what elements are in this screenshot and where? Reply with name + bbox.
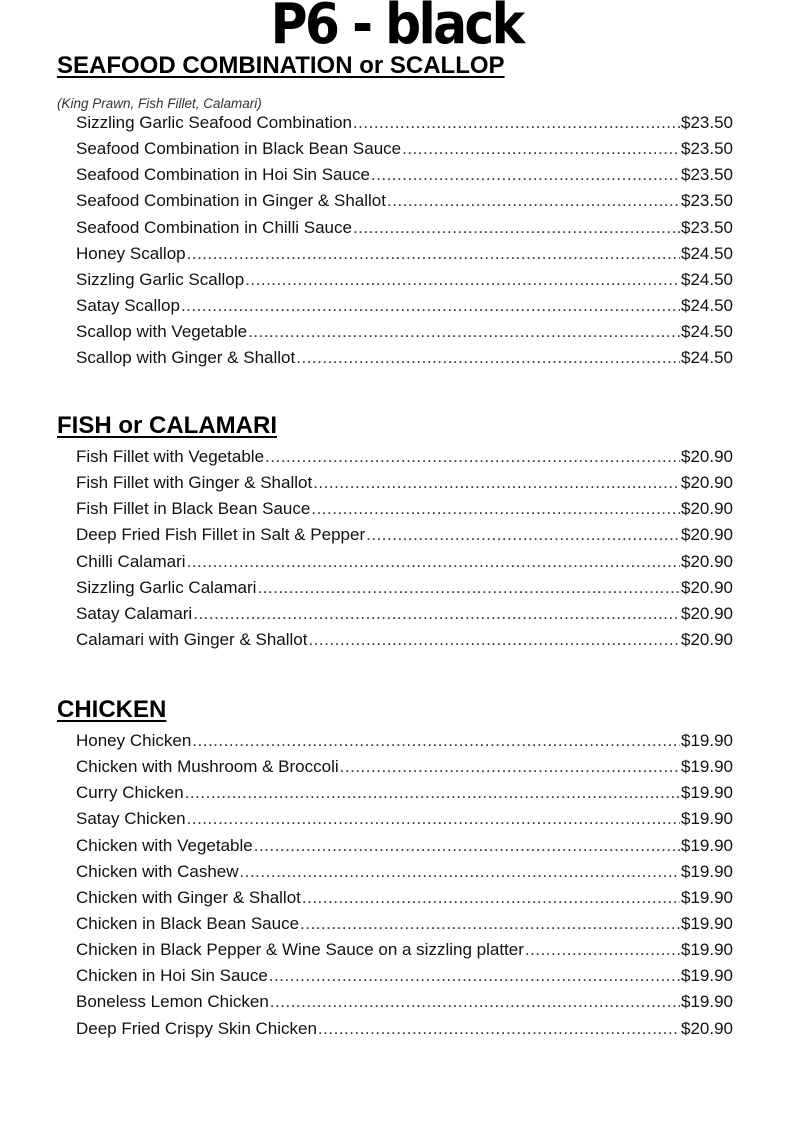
menu-item (76, 940, 733, 966)
menu-item-name: Sizzling Garlic Scallop (76, 269, 245, 289)
menu-item-name: Deep Fried Fish Fillet in Salt & Pepper (76, 525, 366, 545)
menu-item-price: $19.90 (681, 966, 733, 986)
menu-item-name: Honey Chicken (76, 731, 192, 750)
menu-item-name: Chicken with Cashew (76, 861, 239, 881)
dot-leader (308, 630, 680, 650)
menu-item (76, 992, 733, 1018)
dot-leader (181, 296, 680, 316)
menu-item-price: $23.50 (681, 165, 733, 185)
menu-item-price: $24.50 (681, 295, 733, 315)
menu-item (76, 1019, 733, 1045)
section-fish-calamari (57, 411, 733, 656)
menu-item-name: Satay Calamari (76, 603, 193, 623)
menu-item-price: $23.50 (681, 191, 733, 211)
menu-item-price: $20.90 (681, 629, 733, 649)
dot-leader (257, 578, 680, 598)
menu-item-price: $24.50 (681, 322, 733, 342)
dot-leader (302, 888, 680, 908)
menu-item (76, 862, 733, 888)
menu-item (76, 348, 733, 374)
menu-item-name: Seafood Combination in Hoi Sin Sauce (76, 165, 370, 185)
menu-item (76, 783, 733, 809)
dot-leader (192, 731, 680, 751)
dot-leader (340, 757, 680, 777)
dot-leader (245, 270, 680, 290)
dot-leader (318, 1019, 680, 1039)
menu-item-name: Calamari with Ginger & Shallot (76, 629, 308, 649)
menu-item-name: Satay Scallop (76, 295, 180, 315)
menu-item-name: Fish Fillet with Vegetable (76, 447, 265, 466)
dot-leader (187, 244, 680, 264)
dot-leader (353, 218, 680, 238)
dot-leader (371, 165, 680, 185)
menu-item-name: Honey Scallop (76, 243, 186, 263)
dot-leader (254, 836, 680, 856)
dot-leader (366, 525, 680, 545)
menu-item-name: Fish Fillet with Ginger & Shallot (76, 473, 313, 493)
menu-item-price: $20.90 (681, 603, 733, 623)
section-seafood-scallop (57, 51, 733, 374)
dot-leader (300, 914, 680, 934)
dot-leader (269, 966, 680, 986)
menu-item-list (57, 725, 733, 1045)
dot-leader (185, 783, 680, 803)
menu-item-price: $19.90 (681, 887, 733, 907)
menu-item-name: Chicken in Hoi Sin Sauce (76, 966, 268, 986)
menu-item-price: $19.90 (681, 835, 733, 855)
menu-item (76, 836, 733, 862)
menu-item (76, 322, 733, 348)
menu-item-name: Chicken with Ginger & Shallot (76, 887, 301, 907)
section-chicken (57, 695, 733, 1045)
menu-item (76, 757, 733, 783)
menu-item-name: Curry Chicken (76, 783, 184, 803)
menu-item (76, 165, 733, 191)
menu-item-name: Seafood Combination in Ginger & Shallot (76, 191, 386, 211)
menu-item (76, 473, 733, 499)
menu-item-price: $20.90 (681, 551, 733, 571)
dot-leader (402, 139, 680, 159)
menu-item (76, 270, 733, 296)
menu-item (76, 113, 733, 139)
dot-leader (265, 447, 680, 467)
dot-leader (311, 499, 680, 519)
menu-item (76, 525, 733, 551)
menu-item-price: $24.50 (681, 348, 733, 368)
menu-item-name: Fish Fillet in Black Bean Sauce (76, 499, 311, 519)
menu-item-price: $19.90 (681, 809, 733, 829)
menu-item-price: $24.50 (681, 269, 733, 289)
menu-item (76, 191, 733, 217)
dot-leader (187, 552, 680, 572)
menu-item-name: Chicken in Black Pepper & Wine Sauce on a sizzling platter (76, 940, 524, 960)
menu-item-price: $20.90 (681, 525, 733, 545)
menu-item (76, 578, 733, 604)
menu-item (76, 604, 733, 630)
menu-item-price: $23.50 (681, 113, 733, 132)
menu-item-price: $19.90 (681, 940, 733, 960)
menu-item-name: Seafood Combination in Chilli Sauce (76, 217, 352, 237)
menu-item-name: Chilli Calamari (76, 551, 186, 571)
menu-item-price: $19.90 (681, 731, 733, 750)
menu-item-price: $23.50 (681, 217, 733, 237)
menu-item (76, 139, 733, 165)
dot-leader (296, 348, 680, 368)
menu-item-price: $20.90 (681, 473, 733, 493)
menu-item-price: $20.90 (681, 1018, 733, 1038)
menu-item (76, 244, 733, 270)
dot-leader (240, 862, 680, 882)
dot-leader (248, 322, 680, 342)
section-heading: CHICKEN (57, 696, 167, 723)
menu-item-price: $20.90 (681, 447, 733, 466)
dot-leader (270, 992, 680, 1012)
menu-item-name: Scallop with Ginger & Shallot (76, 348, 296, 368)
dot-leader (387, 191, 680, 211)
menu-item (76, 809, 733, 835)
menu-item (76, 218, 733, 244)
dot-leader (193, 604, 680, 624)
section-heading: SEAFOOD COMBINATION or SCALLOP (57, 52, 505, 79)
menu-item-name: Seafood Combination in Black Bean Sauce (76, 139, 402, 159)
menu-item-name: Scallop with Vegetable (76, 322, 248, 342)
menu-item-name: Chicken in Black Bean Sauce (76, 913, 300, 933)
menu-item-list (57, 441, 733, 656)
menu-item (76, 296, 733, 322)
dot-leader (353, 113, 680, 133)
menu-item-name: Sizzling Garlic Seafood Combination (76, 113, 352, 132)
dot-leader (525, 940, 680, 960)
menu-item (76, 630, 733, 656)
menu-item-name: Chicken with Vegetable (76, 835, 253, 855)
menu-item-name: Boneless Lemon Chicken (76, 992, 269, 1012)
dot-leader (313, 473, 680, 493)
menu-item-list (57, 113, 733, 374)
menu-item (76, 966, 733, 992)
menu-item-name: Chicken with Mushroom & Broccoli (76, 757, 339, 777)
menu-item (76, 914, 733, 940)
menu-item (76, 731, 733, 757)
menu-item (76, 888, 733, 914)
menu-item (76, 447, 733, 473)
menu-item-name: Sizzling Garlic Calamari (76, 577, 257, 597)
menu-item (76, 552, 733, 578)
menu-item-price: $20.90 (681, 499, 733, 519)
menu-item-price: $19.90 (681, 992, 733, 1012)
section-note: (King Prawn, Fish Fillet, Calamari) (57, 96, 262, 111)
menu-item-name: Deep Fried Crispy Skin Chicken (76, 1018, 317, 1038)
menu-item-price: $19.90 (681, 861, 733, 881)
menu-item-price: $19.90 (681, 757, 733, 777)
dot-leader (187, 809, 680, 829)
section-heading: FISH or CALAMARI (57, 412, 277, 439)
menu-item-price: $24.50 (681, 243, 733, 263)
menu-item-price: $19.90 (681, 913, 733, 933)
page-title: P6 - black (270, 0, 523, 57)
menu-item (76, 499, 733, 525)
menu-item-price: $19.90 (681, 783, 733, 803)
menu-item-price: $23.50 (681, 139, 733, 159)
menu-item-name: Satay Chicken (76, 809, 186, 829)
menu-item-price: $20.90 (681, 577, 733, 597)
